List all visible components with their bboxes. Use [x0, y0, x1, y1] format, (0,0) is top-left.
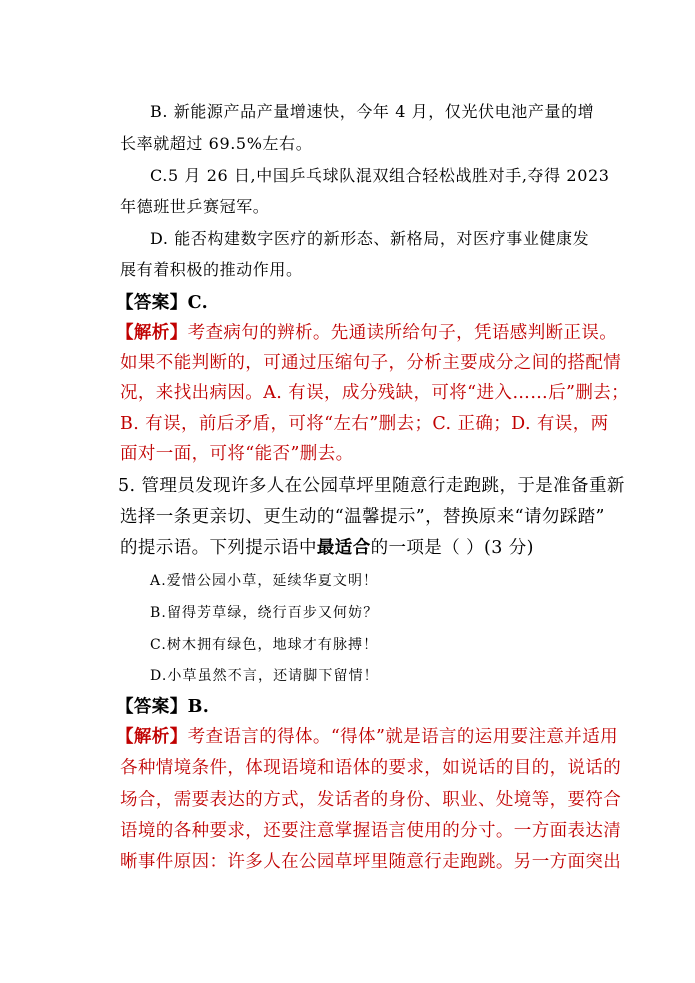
q4-option-d-line2: 展有着积极的推动作用。: [120, 260, 303, 279]
q4-analysis-line5: 面对一面，可将“能否”删去。: [120, 444, 354, 464]
stem-text: 的提示语。下列提示语中: [120, 538, 317, 558]
q4-option-b-line1: B. 新能源产品产量增速快，今年 4 月，仅光伏电池产量的增: [150, 102, 595, 121]
q4-option-b-line2: 长率就超过 69.5%左右。: [120, 134, 313, 153]
q5-option-d: D.小草虽然不言，还请脚下留情！: [150, 668, 379, 684]
answer-value: B.: [187, 697, 210, 717]
analysis-text: 删去；: [575, 383, 630, 403]
analysis-text: 况，来找出病因。A. 有误，成分残缺，可将: [120, 383, 468, 403]
analysis-text: 考查病句的辨析。先通读所给句子，凭语感判断正误。: [187, 323, 618, 343]
q5-option-b: B.留得芳草绿，绕行百步又何妨？: [150, 605, 379, 621]
analysis-quote: “进入……后”: [467, 383, 576, 403]
q5-answer: [116, 697, 209, 717]
stem-emphasis: 最适合: [316, 538, 371, 558]
q4-analysis-line4: B. 有误，前后矛盾，可将“左右”删去；C. 正确；D. 有误，两: [120, 414, 609, 434]
q5-stem-line3: [120, 538, 534, 558]
q5-option-c: C.树木拥有绿色，地球才有脉搏！: [150, 637, 379, 653]
analysis-quote: “得体”: [330, 727, 386, 747]
answer-label: 【答案】: [116, 697, 188, 717]
q5-analysis-line2: 各种情境条件，体现语境和语体的要求，如说话的目的，说话的: [120, 758, 622, 778]
q4-option-c-line1: C.5 月 26 日,中国乒乓球队混双组合轻松战胜对手,夺得 2023: [150, 166, 610, 185]
q5-stem-line2: 选择一条更亲切、更生动的“温馨提示”，替换原来“请勿踩踏”: [120, 507, 605, 527]
q5-analysis-line5: 晰事件原因：许多人在公园草坪里随意行走跑跳。另一方面突出: [120, 852, 622, 872]
analysis-label: 【解析】: [116, 323, 188, 343]
analysis-text: 考查语言的得体。: [187, 727, 331, 747]
answer-label: 【答案】: [116, 293, 188, 313]
q4-option-c-line2: 年德班世乒赛冠军。: [120, 197, 270, 216]
q5-analysis-line1: [116, 727, 618, 747]
q5-stem-line1: 5. 管理员发现许多人在公园草坪里随意行走跑跳，于是准备重新: [118, 476, 625, 496]
q5-analysis-line3: 场合，需要表达的方式，发话者的身份、职业、处境等，要符合: [120, 790, 622, 810]
answer-value: C.: [187, 293, 209, 313]
q4-analysis-line1: [116, 323, 617, 343]
q4-answer: [116, 293, 208, 313]
q4-analysis-line2: 如果不能判断的，可通过压缩句子，分析主要成分之间的搭配情: [120, 353, 622, 373]
q5-analysis-line4: 语境的各种要求，还要注意掌握语言使用的分寸。一方面表达清: [120, 821, 622, 841]
q4-option-d-line1: D. 能否构建数字医疗的新形态、新格局，对医疗事业健康发: [150, 229, 590, 248]
analysis-label: 【解析】: [116, 727, 188, 747]
q5-option-a: A.爱惜公园小草，延续华夏文明！: [150, 573, 379, 589]
analysis-text: 就是语言的运用要注意并适用: [385, 727, 619, 747]
stem-text: 的一项是（ ）(3 分): [370, 538, 534, 558]
q4-analysis-line3: [120, 383, 629, 403]
